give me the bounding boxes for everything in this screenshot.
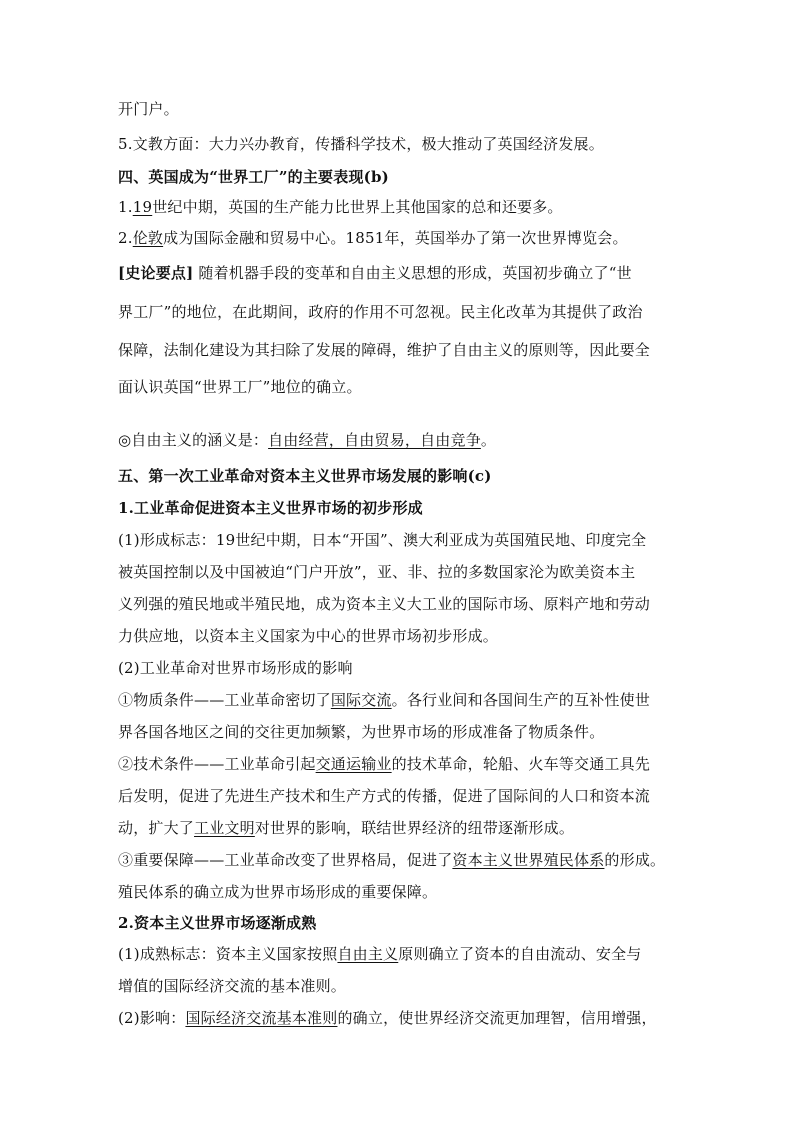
- bold-heading-text: 五、第一次工业革命对资本主义世界市场发展的影响(c): [118, 467, 492, 485]
- text-line: [118, 562, 635, 582]
- text-line: [118, 976, 346, 996]
- text-segment: (1)成熟标志：资本主义国家按照: [118, 945, 338, 963]
- text-line: [118, 913, 316, 933]
- text-line: [118, 197, 563, 217]
- underlined-answer: 工业文明: [194, 819, 255, 837]
- text-segment: (1)形成标志：19世纪中期，日本“开国”、澳大利亚成为英国殖民地、印度完全: [118, 531, 647, 549]
- text-line: [118, 882, 437, 902]
- text-line: [118, 850, 665, 870]
- text-segment: ③重要保障——工业革命改变了世界格局，促进了: [118, 851, 453, 869]
- text-line: [118, 754, 650, 774]
- text-line: [118, 818, 574, 838]
- text-segment: (2)影响：: [118, 1009, 186, 1027]
- text-line: [118, 167, 389, 187]
- text-segment: 的技术革命，轮船、火车等交通工具先: [391, 755, 651, 773]
- text-segment: ◎自由主义的涵义是：: [118, 431, 269, 449]
- text-segment: 2.: [118, 229, 133, 247]
- text-segment: 界工厂”的地位，在此期间，政府的作用不可忽视。民主化改革为其提供了政治: [118, 303, 643, 321]
- text-segment: 保障，法制化建设为其扫除了发展的障碍，维护了自由主义的原则等，因此要全: [118, 341, 651, 359]
- text-segment: 对世界的影响，联结世界经济的纽带逐渐形成。: [254, 819, 575, 837]
- text-line: [118, 430, 496, 450]
- underlined-answer: 伦敦: [132, 229, 164, 247]
- text-line: [118, 626, 498, 646]
- bold-heading-text: 2.资本主义世界市场逐渐成熟: [118, 914, 317, 932]
- text-segment: 殖民体系的确立成为世界市场形成的重要保障。: [118, 883, 438, 901]
- underlined-answer: 自由主义: [337, 945, 399, 963]
- underlined-answer: 国际交流: [330, 691, 392, 709]
- text-segment: 力供应地，以资本主义国家为中心的世界市场初步形成。: [118, 627, 499, 645]
- text-segment: 增值的国际经济交流的基本准则。: [118, 977, 347, 995]
- text-line: [118, 786, 650, 806]
- text-segment: (2)工业革命对世界市场形成的影响: [118, 659, 353, 677]
- text-segment: 动，扩大了: [118, 819, 195, 837]
- underlined-answer: 交通运输业: [315, 755, 392, 773]
- text-line: [118, 1008, 657, 1028]
- underlined-answer: 资本主义世界殖民体系: [452, 851, 605, 869]
- text-line: [118, 377, 362, 397]
- underlined-answer: 自由经营，自由贸易，自由竞争: [268, 431, 481, 449]
- text-segment: 。各行业间和各国间生产的互补性使世: [391, 691, 651, 709]
- text-segment: 开门户。: [118, 100, 179, 118]
- text-line: [118, 340, 650, 360]
- underlined-answer: 国际经济交流基本准则: [185, 1009, 338, 1027]
- text-segment: 的确立，使世界经济交流更加理智，信用增强，: [337, 1009, 657, 1027]
- bold-heading-text: 1.工业革命促进资本主义世界市场的初步形成: [118, 499, 423, 517]
- text-segment: 面认识英国“世界工厂”地位的确立。: [118, 378, 362, 396]
- text-line: [118, 690, 650, 710]
- text-line: [118, 944, 641, 964]
- text-line: [118, 134, 604, 154]
- text-line: [118, 594, 650, 614]
- text-line: [118, 498, 423, 518]
- text-segment: 5.文教方面：大力兴办教育，传播科学技术，极大推动了英国经济发展。: [118, 135, 604, 153]
- text-segment: 界各国各地区之间的交往更加频繁，为世界市场的形成准备了物质条件。: [118, 723, 605, 741]
- text-line: [118, 263, 632, 283]
- text-segment: 义列强的殖民地或半殖民地，成为资本主义大工业的国际市场、原料产地和劳动: [118, 595, 651, 613]
- text-line: [118, 99, 179, 119]
- text-line: [118, 228, 628, 248]
- text-segment: 被英国控制以及中国被迫“门户开放”，亚、非、拉的多数国家沦为欧美资本主: [118, 563, 636, 581]
- text-segment: 后发明，促进了先进生产技术和生产方式的传播，促进了国际间的人口和资本流: [118, 787, 651, 805]
- text-segment: 世纪中期，英国的生产能力比世界上其他国家的总和还要多。: [152, 198, 563, 216]
- text-segment: ②技术条件——工业革命引起: [118, 755, 316, 773]
- text-line: [118, 530, 646, 550]
- text-segment: 的形成。: [604, 851, 666, 869]
- text-line: [118, 658, 353, 678]
- text-segment: ①物质条件——工业革命密切了: [118, 691, 331, 709]
- text-line: [118, 722, 604, 742]
- text-line: [118, 466, 492, 486]
- text-line: [118, 302, 643, 322]
- bold-heading-text: [史论要点]: [118, 264, 194, 282]
- text-segment: 成为国际金融和贸易中心。1851年，英国举办了第一次世界博览会。: [163, 229, 628, 247]
- text-segment: 。: [480, 431, 497, 449]
- text-segment: 1.: [118, 198, 133, 216]
- text-segment: 原则确立了资本的自由流动、安全与: [398, 945, 642, 963]
- text-segment: 随着机器手段的变革和自由主义思想的形成，英国初步确立了“世: [193, 264, 632, 282]
- bold-heading-text: 四、英国成为“世界工厂”的主要表现(b): [118, 168, 389, 186]
- underlined-answer: 19: [132, 198, 153, 216]
